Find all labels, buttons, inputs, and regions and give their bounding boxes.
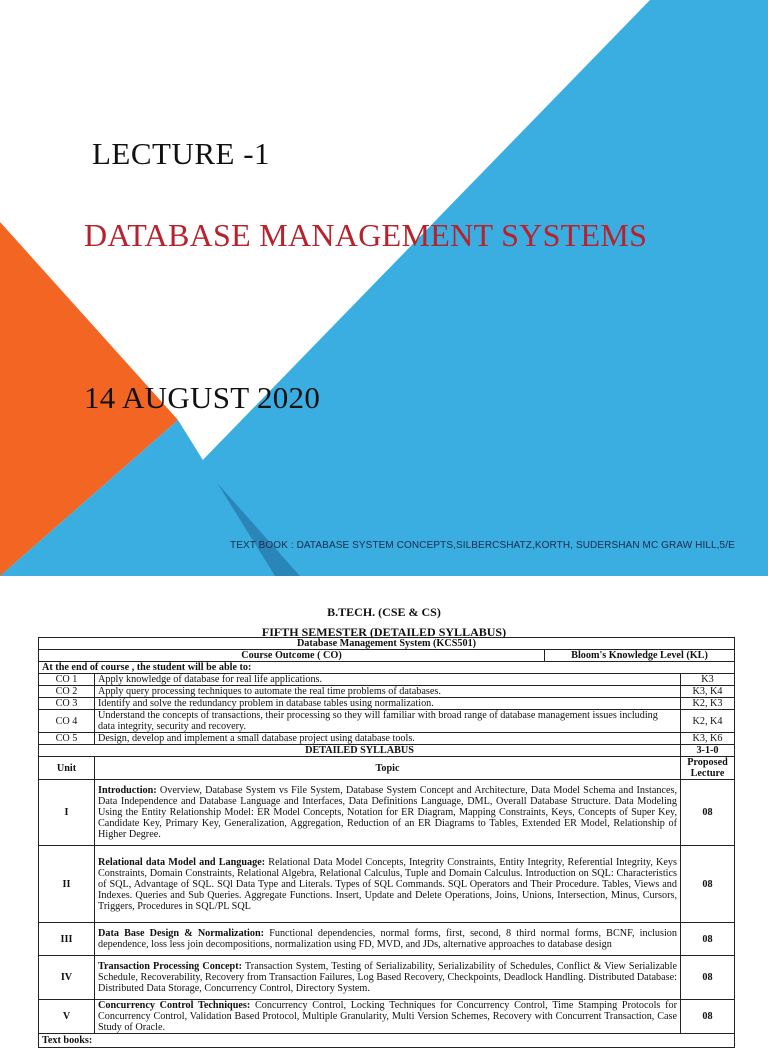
topic-col-header: Topic <box>95 757 681 780</box>
course-outcome-header: Course Outcome ( CO) <box>39 650 545 662</box>
unit-topic <box>95 956 681 1000</box>
unit-title: Concurrency Control Techniques: <box>98 1000 251 1011</box>
co-code: CO 3 <box>39 698 95 710</box>
detailed-syllabus-header: DETAILED SYLLABUS <box>39 745 681 757</box>
co-kl: K3, K6 <box>681 733 735 745</box>
syllabus-page <box>0 594 768 1046</box>
unit-col-header: Unit <box>39 757 95 780</box>
unit-lectures: 08 <box>681 956 735 1000</box>
textbook-reference: TEXT BOOK : DATABASE SYSTEM CONCEPTS,SILBERCSHATZ,KORTH, SUDERSHAN MC GRAW HILL,5/E <box>230 540 735 551</box>
syllabus-table <box>38 637 735 1048</box>
co-kl: K3 <box>681 674 735 686</box>
course-name: Database Management System (KCS501) <box>39 638 735 650</box>
unit-number: IV <box>39 956 95 1000</box>
co-text: Identify and solve the redundancy problem in database tables using normalization. <box>95 698 681 710</box>
unit-title: Data Base Design & Normalization: <box>98 928 265 939</box>
co-code: CO 5 <box>39 733 95 745</box>
co-kl: K3, K4 <box>681 686 735 698</box>
co-code: CO 4 <box>39 710 95 733</box>
unit-text: Concurrency Control, Locking Techniques for Concurrency Control, Time Stamping Protocols for Concurrency Control, Validation Based Protocol, Multiple Granularity, Multi Version Schemes, Recovery with Concurrent Transaction, Case Study of Oracle. <box>98 1000 677 1033</box>
co-text: Design, develop and implement a small database project using database tools. <box>95 733 681 745</box>
text-books-label: Text books: <box>39 1034 735 1048</box>
co-text: Understand the concepts of transactions, their processing so they will familiar with broad range of database management issues including data integrity, security and recovery. <box>95 710 681 733</box>
unit-topic <box>95 1000 681 1034</box>
unit-number: I <box>39 780 95 846</box>
co-kl: K2, K3 <box>681 698 735 710</box>
unit-number: V <box>39 1000 95 1034</box>
co-row <box>39 698 735 710</box>
co-row <box>39 710 735 733</box>
unit-number: II <box>39 846 95 923</box>
unit-lectures: 08 <box>681 1000 735 1034</box>
unit-row <box>39 923 735 956</box>
lecture-col-header: Proposed Lecture <box>681 757 735 780</box>
unit-row <box>39 846 735 923</box>
lecture-title: LECTURE -1 <box>92 136 271 171</box>
program-heading: B.TECH. (CSE & CS) <box>327 605 441 619</box>
co-row <box>39 674 735 686</box>
co-row <box>39 686 735 698</box>
co-code: CO 2 <box>39 686 95 698</box>
unit-topic <box>95 923 681 956</box>
unit-text: Transaction System, Testing of Serializability, Serializability of Schedules, Conflict & View Serializable Schedule, Recoverability, Recovery from Transaction Failures, Log Based Recovery, Checkpoints, Deadlock Handling. Distributed Database: Distributed Data Storage, Concurrency Control, Directory System. <box>98 961 677 994</box>
lecture-date: 14 AUGUST 2020 <box>84 380 321 415</box>
unit-number: III <box>39 923 95 956</box>
unit-topic <box>95 780 681 846</box>
end-of-course-note: At the end of course , the student will be able to: <box>39 662 735 674</box>
co-text: Apply query processing techniques to automate the real time problems of databases. <box>95 686 681 698</box>
unit-title: Transaction Processing Concept: <box>98 961 242 972</box>
unit-text: Functional dependencies, normal forms, first, second, 8 third normal forms, BCNF, inclusion dependence, loss less join decompositions, normalization using FD, MVD, and JDs, alternative approaches to database design <box>98 928 677 950</box>
unit-lectures: 08 <box>681 780 735 846</box>
unit-lectures: 08 <box>681 923 735 956</box>
unit-topic <box>95 846 681 923</box>
unit-title: Introduction: <box>98 785 157 796</box>
unit-lectures: 08 <box>681 846 735 923</box>
ltp: 3-1-0 <box>681 745 735 757</box>
co-row <box>39 733 735 745</box>
subject-title: DATABASE MANAGEMENT SYSTEMS <box>84 217 648 253</box>
co-code: CO 1 <box>39 674 95 686</box>
unit-text: Relational Data Model Concepts, Integrity Constraints, Entity Integrity, Referential Integrity, Keys Constraints, Domain Constraints, Relational Algebra, Relational Calculus, Tuple and Domain Calculus. Introduction on SQL: Characteristics of SQL, Advantage of SQL. SQl Data Type and Literals. Types of SQL Commands. SQL Operators and Their Procedure. Tables, Views and Indexes. Queries and Sub Queries. Aggregate Functions. Insert, Update and Delete Operations, Joins, Unions, Intersection, Minus, Cursors, Triggers, Procedures in SQL/PL SQL <box>98 856 677 912</box>
unit-row <box>39 1000 735 1034</box>
page-gap <box>0 576 768 594</box>
unit-row <box>39 780 735 846</box>
unit-title: Relational data Model and Language: <box>98 856 266 868</box>
semester-heading: FIFTH SEMESTER (DETAILED SYLLABUS) <box>261 625 507 639</box>
blooms-header: Bloom's Knowledge Level (KL) <box>545 650 735 662</box>
unit-row <box>39 956 735 1000</box>
unit-text: Overview, Database System vs File System, Database System Concept and Architecture, Data Model Schema and Instances, Data Independence and Database Language and Interfaces, Data Definitions Language, DML, Overall Database Structure. Data Modeling Using the Entity Relationship Model: ER Model Concepts, Notation for ER Diagram, Mapping Constraints, Keys, Concepts of Super Key, Candidate Key, Primary Key, Generalization, Aggregation, Reduction of an ER Diagrams to Tables, Extended ER Model, Relationship of Higher Degree. <box>98 785 677 840</box>
co-text: Apply knowledge of database for real life applications. <box>95 674 681 686</box>
co-kl: K2, K4 <box>681 710 735 733</box>
